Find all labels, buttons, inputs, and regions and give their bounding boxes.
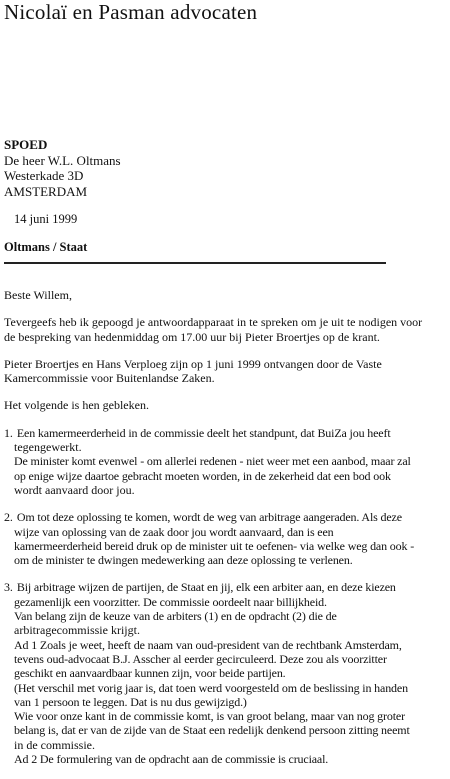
list-item-number: 2.: [4, 510, 13, 525]
list-item-2: [4, 510, 448, 567]
paragraph-2-line: Pieter Broertjes en Hans Verploeg zijn op 1 juni 1999 ontvangen door de Vaste: [4, 356, 382, 371]
paragraph-3: Het volgende is hen gebleken.: [4, 398, 149, 413]
urgency-label: SPOED: [4, 137, 48, 152]
recipient-name: De heer W.L. Oltmans: [4, 152, 121, 168]
paragraph-1-line: de bespreking van hedenmiddag om 17.00 uur bij Pieter Broertjes op de krant.: [4, 329, 380, 344]
subject-divider: [4, 262, 386, 264]
list-item-line: Ad 2 De formulering van de opdracht aan de commissie is cruciaal.: [14, 752, 329, 767]
recipient-city: AMSTERDAM: [4, 183, 88, 199]
salutation: Beste Willem,: [4, 288, 72, 302]
recipient-street: Westerkade 3D: [4, 168, 84, 183]
list-item-line: tevens oud-advocaat B.J. Asscher al eerder gecirculeerd. Deze zou als voorzitter: [14, 651, 387, 666]
list-item-line: Van belang zijn de keuze van de arbiters (1) en de opdracht (2) die de: [14, 609, 337, 624]
list-item-line: in de commissie.: [14, 737, 95, 752]
list-item-line: tegengewerkt.: [14, 440, 82, 455]
letter-subject: Oltmans / Staat: [4, 240, 88, 254]
paragraph-2-line: Kamercommissie voor Buitenlandse Zaken.: [4, 371, 215, 386]
list-item-line: Een kamermeerderheid in de commissie deelt het standpunt, dat BuiZa jou heeft: [16, 425, 391, 440]
list-item-line: om de minister te dwingen medewerking aan deze oplossing te verlenen.: [14, 553, 353, 568]
list-item-1: [4, 426, 448, 497]
paragraph-1: [4, 315, 448, 344]
address-block: [4, 137, 121, 199]
list-item-line: Wie voor onze kant in de commissie komt, is van groot belang, maar van nog groter: [14, 709, 405, 724]
list-item-line: Ad 1 Zoals je weet, heeft de naam van oud-president van de rechtbank Amsterdam,: [14, 637, 402, 652]
list-item-line: wordt aanvaard door jou.: [14, 482, 135, 497]
list-item-3: [4, 580, 448, 766]
list-item-line: De minister komt evenwel - om allerlei redenen - niet weer met een aanbod, maar zal: [14, 454, 411, 469]
list-item-line: op enige wijze daartoe gebracht moeten worden, in de zekerheid dat een bod ook: [14, 468, 391, 483]
list-item-line: wijze van oplossing van de zaak door jou wordt aanvaard, dan is een: [14, 524, 334, 539]
list-item-line: (Het verschil met vorig jaar is, dat toen werd voorgesteld om de beslissing in handen: [14, 680, 408, 695]
letter-date: 14 juni 1999: [14, 212, 78, 226]
list-item-line: kamermeerderheid bereid druk op de minister uit te oefenen- via welke weg dan ook -: [14, 538, 415, 553]
letter-body: [4, 288, 448, 779]
list-item-line: van 1 persoon te leggen. Dat is nu dus gewijzigd.): [14, 694, 247, 709]
list-item-line: Bij arbitrage wijzen de partijen, de Staat en jij, elk een arbiter aan, en deze kiezen: [16, 580, 396, 595]
list-item-line: belang is, dat er van de zijde van de Staat een redelijk denkend persoon zitting neemt: [14, 723, 410, 738]
list-item-number: 3.: [4, 580, 13, 595]
paragraph-2: [4, 357, 448, 386]
letterhead-firm-name: Nicolaï en Pasman advocaten: [4, 0, 258, 24]
list-item-line: gezamenlijk een voorzitter. De commissie oordeelt naar billijkheid.: [14, 594, 327, 609]
list-item-line: Om tot deze oplossing te komen, wordt de weg van arbitrage aangeraden. Als deze: [16, 510, 402, 525]
list-item-number: 1.: [4, 425, 13, 440]
list-item-line: geschikt en aanvaardbaar kunnen zijn, voor beide partijen.: [14, 666, 286, 681]
list-item-line: arbitragecommissie krijgt.: [14, 623, 140, 638]
paragraph-1-line: Tevergeefs heb ik gepoogd je antwoordapparaat in te spreken om je uit te nodigen voor: [4, 315, 423, 330]
